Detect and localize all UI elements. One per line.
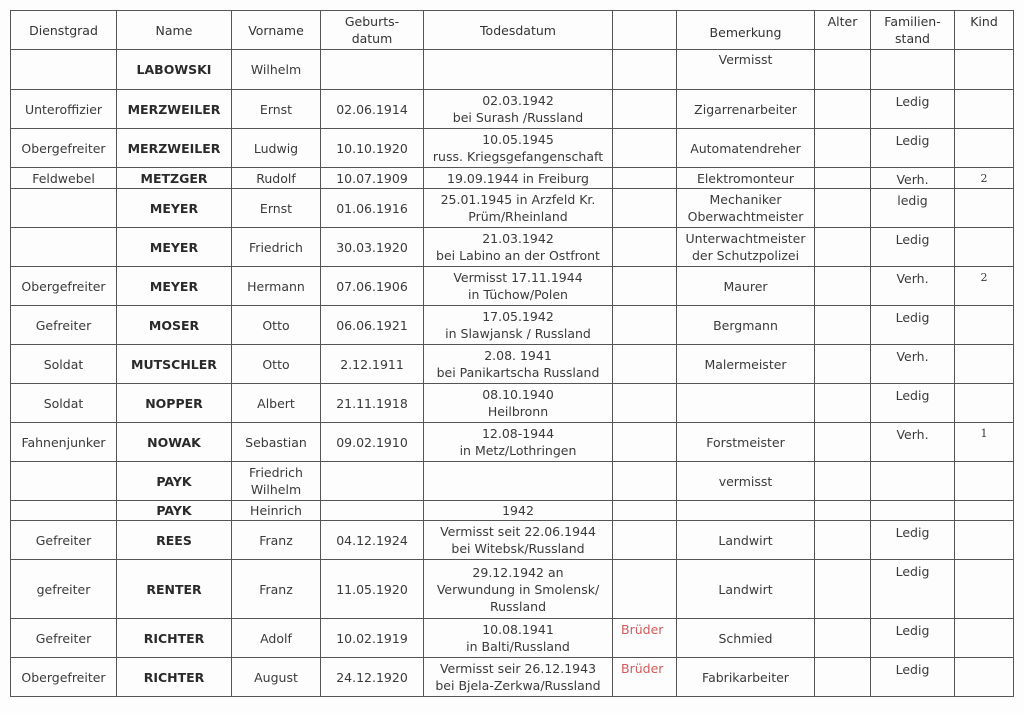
cell-alter xyxy=(815,619,871,658)
table-row xyxy=(11,168,1014,189)
cell-kind xyxy=(955,50,1014,90)
cell-kind: 1 xyxy=(955,423,1014,462)
cell-todesdatum: 17.05.1942 in Slawjansk / Russland xyxy=(424,306,613,345)
cell-bemerkung: Zigarrenarbeiter xyxy=(677,90,815,129)
table-row xyxy=(11,50,1014,90)
cell-bemerkung: Landwirt xyxy=(677,521,815,560)
cell-dienstgrad xyxy=(11,189,117,228)
cell-name: PAYK xyxy=(117,462,232,501)
table-row xyxy=(11,228,1014,267)
cell-dienstgrad: Soldat xyxy=(11,345,117,384)
cell-vorname: Franz xyxy=(232,521,321,560)
cell-geburtsdatum: 10.10.1920 xyxy=(321,129,424,168)
cell-bemerkung: Mechaniker Oberwachtmeister xyxy=(677,189,815,228)
cell-alter xyxy=(815,267,871,306)
cell-name: LABOWSKI xyxy=(117,50,232,90)
table-row xyxy=(11,560,1014,619)
cell-alter xyxy=(815,423,871,462)
cell-alter xyxy=(815,189,871,228)
cell-geburtsdatum xyxy=(321,462,424,501)
cell-note xyxy=(613,129,677,168)
table-row xyxy=(11,306,1014,345)
cell-dienstgrad: Gefreiter xyxy=(11,521,117,560)
cell-todesdatum xyxy=(424,462,613,501)
cell-kind: 2 xyxy=(955,267,1014,306)
cell-kind xyxy=(955,658,1014,697)
cell-note xyxy=(613,168,677,189)
cell-dienstgrad: Obergefreiter xyxy=(11,129,117,168)
cell-vorname: Heinrich xyxy=(232,501,321,521)
cell-geburtsdatum: 10.07.1909 xyxy=(321,168,424,189)
document-sheet xyxy=(10,10,1014,697)
cell-kind xyxy=(955,521,1014,560)
cell-kind xyxy=(955,560,1014,619)
cell-name: METZGER xyxy=(117,168,232,189)
cell-geburtsdatum: 10.02.1919 xyxy=(321,619,424,658)
cell-note: Brüder xyxy=(613,658,677,697)
cell-vorname: Ernst xyxy=(232,189,321,228)
cell-vorname: Ernst xyxy=(232,90,321,129)
cell-kind xyxy=(955,619,1014,658)
cell-geburtsdatum: 02.06.1914 xyxy=(321,90,424,129)
cell-dienstgrad xyxy=(11,501,117,521)
cell-todesdatum: Vermisst 17.11.1944 in Tüchow/Polen xyxy=(424,267,613,306)
cell-todesdatum: 25.01.1945 in Arzfeld Kr. Prüm/Rheinland xyxy=(424,189,613,228)
cell-name: MEYER xyxy=(117,189,232,228)
cell-alter xyxy=(815,658,871,697)
header-extra xyxy=(613,11,677,50)
cell-todesdatum: 29.12.1942 an Verwundung in Smolensk/ Russland xyxy=(424,560,613,619)
cell-alter xyxy=(815,168,871,189)
table-row xyxy=(11,501,1014,521)
cell-dienstgrad: Feldwebel xyxy=(11,168,117,189)
header-row xyxy=(11,11,1014,50)
cell-dienstgrad: Fahnenjunker xyxy=(11,423,117,462)
cell-geburtsdatum xyxy=(321,50,424,90)
cell-bemerkung: Automatendreher xyxy=(677,129,815,168)
cell-familienstand: Verh. xyxy=(871,345,955,384)
cell-note: Brüder xyxy=(613,619,677,658)
cell-alter xyxy=(815,345,871,384)
cell-bemerkung: Unterwachtmeister der Schutzpolizei xyxy=(677,228,815,267)
cell-kind xyxy=(955,90,1014,129)
cell-vorname: Adolf xyxy=(232,619,321,658)
table-row xyxy=(11,658,1014,697)
cell-bemerkung: Schmied xyxy=(677,619,815,658)
cell-bemerkung: Maurer xyxy=(677,267,815,306)
table-row xyxy=(11,267,1014,306)
cell-familienstand: Ledig xyxy=(871,658,955,697)
header-dienstgrad: Dienstgrad xyxy=(11,11,117,50)
cell-name: PAYK xyxy=(117,501,232,521)
cell-dienstgrad: Obergefreiter xyxy=(11,658,117,697)
table-row xyxy=(11,189,1014,228)
cell-kind xyxy=(955,129,1014,168)
cell-note xyxy=(613,189,677,228)
cell-dienstgrad: Soldat xyxy=(11,384,117,423)
cell-name: MUTSCHLER xyxy=(117,345,232,384)
cell-bemerkung: Forstmeister xyxy=(677,423,815,462)
cell-bemerkung: Bergmann xyxy=(677,306,815,345)
cell-kind xyxy=(955,189,1014,228)
cell-name: MEYER xyxy=(117,228,232,267)
cell-familienstand xyxy=(871,50,955,90)
casualty-table xyxy=(10,10,1014,697)
cell-note xyxy=(613,306,677,345)
header-bemerkung: Bemerkung xyxy=(677,11,815,50)
cell-vorname: Friedrich Wilhelm xyxy=(232,462,321,501)
cell-note xyxy=(613,462,677,501)
cell-name: NOPPER xyxy=(117,384,232,423)
cell-familienstand: Ledig xyxy=(871,521,955,560)
table-row xyxy=(11,90,1014,129)
cell-geburtsdatum: 2.12.1911 xyxy=(321,345,424,384)
header-vorname: Vorname xyxy=(232,11,321,50)
cell-kind xyxy=(955,345,1014,384)
cell-dienstgrad: gefreiter xyxy=(11,560,117,619)
cell-geburtsdatum: 01.06.1916 xyxy=(321,189,424,228)
cell-familienstand: Ledig xyxy=(871,129,955,168)
cell-name: MERZWEILER xyxy=(117,90,232,129)
cell-vorname: Otto xyxy=(232,306,321,345)
cell-geburtsdatum: 21.11.1918 xyxy=(321,384,424,423)
cell-familienstand: Verh. xyxy=(871,267,955,306)
cell-name: MERZWEILER xyxy=(117,129,232,168)
cell-kind xyxy=(955,501,1014,521)
table-row xyxy=(11,384,1014,423)
cell-bemerkung: Fabrikarbeiter xyxy=(677,658,815,697)
cell-vorname: August xyxy=(232,658,321,697)
cell-name: MEYER xyxy=(117,267,232,306)
cell-familienstand: Ledig xyxy=(871,619,955,658)
cell-alter xyxy=(815,560,871,619)
cell-alter xyxy=(815,228,871,267)
cell-alter xyxy=(815,521,871,560)
cell-note xyxy=(613,345,677,384)
cell-dienstgrad: Gefreiter xyxy=(11,619,117,658)
cell-vorname: Otto xyxy=(232,345,321,384)
cell-vorname: Sebastian xyxy=(232,423,321,462)
cell-alter xyxy=(815,129,871,168)
header-todesdatum: Todesdatum xyxy=(424,11,613,50)
cell-dienstgrad xyxy=(11,462,117,501)
cell-geburtsdatum: 04.12.1924 xyxy=(321,521,424,560)
cell-dienstgrad: Obergefreiter xyxy=(11,267,117,306)
cell-todesdatum: 21.03.1942 bei Labino an der Ostfront xyxy=(424,228,613,267)
cell-familienstand: ledig xyxy=(871,189,955,228)
header-name: Name xyxy=(117,11,232,50)
cell-note xyxy=(613,228,677,267)
table-row xyxy=(11,345,1014,384)
cell-todesdatum: 2.08. 1941 bei Panikartscha Russland xyxy=(424,345,613,384)
cell-name: MOSER xyxy=(117,306,232,345)
header-alter: Alter xyxy=(815,11,871,50)
cell-note xyxy=(613,501,677,521)
cell-name: RICHTER xyxy=(117,619,232,658)
cell-alter xyxy=(815,90,871,129)
cell-vorname: Ludwig xyxy=(232,129,321,168)
cell-todesdatum: 02.03.1942 bei Surash /Russland xyxy=(424,90,613,129)
cell-name: NOWAK xyxy=(117,423,232,462)
table-row xyxy=(11,129,1014,168)
cell-geburtsdatum: 30.03.1920 xyxy=(321,228,424,267)
cell-bemerkung: Vermisst xyxy=(677,50,815,90)
cell-kind xyxy=(955,228,1014,267)
cell-alter xyxy=(815,501,871,521)
cell-note xyxy=(613,423,677,462)
cell-todesdatum: 1942 xyxy=(424,501,613,521)
table-row xyxy=(11,521,1014,560)
cell-bemerkung: Landwirt xyxy=(677,560,815,619)
cell-bemerkung xyxy=(677,384,815,423)
cell-familienstand: Ledig xyxy=(871,560,955,619)
cell-note xyxy=(613,560,677,619)
cell-kind: 2 xyxy=(955,168,1014,189)
cell-vorname: Albert xyxy=(232,384,321,423)
cell-familienstand xyxy=(871,462,955,501)
cell-familienstand: Ledig xyxy=(871,90,955,129)
cell-familienstand: Ledig xyxy=(871,228,955,267)
cell-familienstand: Ledig xyxy=(871,306,955,345)
cell-todesdatum: Vermisst seir 26.12.1943 bei Bjela-Zerkwa/Russland xyxy=(424,658,613,697)
cell-name: RENTER xyxy=(117,560,232,619)
cell-todesdatum: Vermisst seit 22.06.1944 bei Witebsk/Russland xyxy=(424,521,613,560)
cell-note xyxy=(613,521,677,560)
cell-alter xyxy=(815,50,871,90)
cell-vorname: Wilhelm xyxy=(232,50,321,90)
cell-vorname: Hermann xyxy=(232,267,321,306)
cell-dienstgrad xyxy=(11,50,117,90)
cell-alter xyxy=(815,462,871,501)
cell-dienstgrad: Gefreiter xyxy=(11,306,117,345)
cell-kind xyxy=(955,306,1014,345)
cell-todesdatum xyxy=(424,50,613,90)
cell-note xyxy=(613,50,677,90)
cell-geburtsdatum: 07.06.1906 xyxy=(321,267,424,306)
header-geburtsdatum: Geburts- datum xyxy=(321,11,424,50)
cell-todesdatum: 10.05.1945 russ. Kriegsgefangenschaft xyxy=(424,129,613,168)
cell-dienstgrad xyxy=(11,228,117,267)
cell-familienstand: Verh. xyxy=(871,423,955,462)
cell-note xyxy=(613,384,677,423)
cell-alter xyxy=(815,384,871,423)
table-row xyxy=(11,423,1014,462)
header-kind: Kind xyxy=(955,11,1014,50)
cell-vorname: Rudolf xyxy=(232,168,321,189)
cell-vorname: Franz xyxy=(232,560,321,619)
table-body xyxy=(11,50,1014,697)
cell-bemerkung: Malermeister xyxy=(677,345,815,384)
cell-kind xyxy=(955,384,1014,423)
cell-name: RICHTER xyxy=(117,658,232,697)
cell-familienstand xyxy=(871,501,955,521)
table-row xyxy=(11,619,1014,658)
cell-todesdatum: 19.09.1944 in Freiburg xyxy=(424,168,613,189)
cell-note xyxy=(613,267,677,306)
cell-familienstand: Verh. xyxy=(871,168,955,189)
cell-name: REES xyxy=(117,521,232,560)
cell-kind xyxy=(955,462,1014,501)
cell-familienstand: Ledig xyxy=(871,384,955,423)
cell-todesdatum: 10.08.1941 in Balti/Russland xyxy=(424,619,613,658)
cell-vorname: Friedrich xyxy=(232,228,321,267)
cell-dienstgrad: Unteroffizier xyxy=(11,90,117,129)
cell-geburtsdatum: 11.05.1920 xyxy=(321,560,424,619)
table-row xyxy=(11,462,1014,501)
header-familienstand: Familien- stand xyxy=(871,11,955,50)
cell-geburtsdatum: 24.12.1920 xyxy=(321,658,424,697)
cell-bemerkung xyxy=(677,501,815,521)
cell-bemerkung: Elektromonteur xyxy=(677,168,815,189)
cell-alter xyxy=(815,306,871,345)
cell-bemerkung: vermisst xyxy=(677,462,815,501)
cell-geburtsdatum xyxy=(321,501,424,521)
cell-todesdatum: 08.10.1940 Heilbronn xyxy=(424,384,613,423)
cell-geburtsdatum: 06.06.1921 xyxy=(321,306,424,345)
cell-todesdatum: 12.08-1944 in Metz/Lothringen xyxy=(424,423,613,462)
cell-geburtsdatum: 09.02.1910 xyxy=(321,423,424,462)
cell-note xyxy=(613,90,677,129)
